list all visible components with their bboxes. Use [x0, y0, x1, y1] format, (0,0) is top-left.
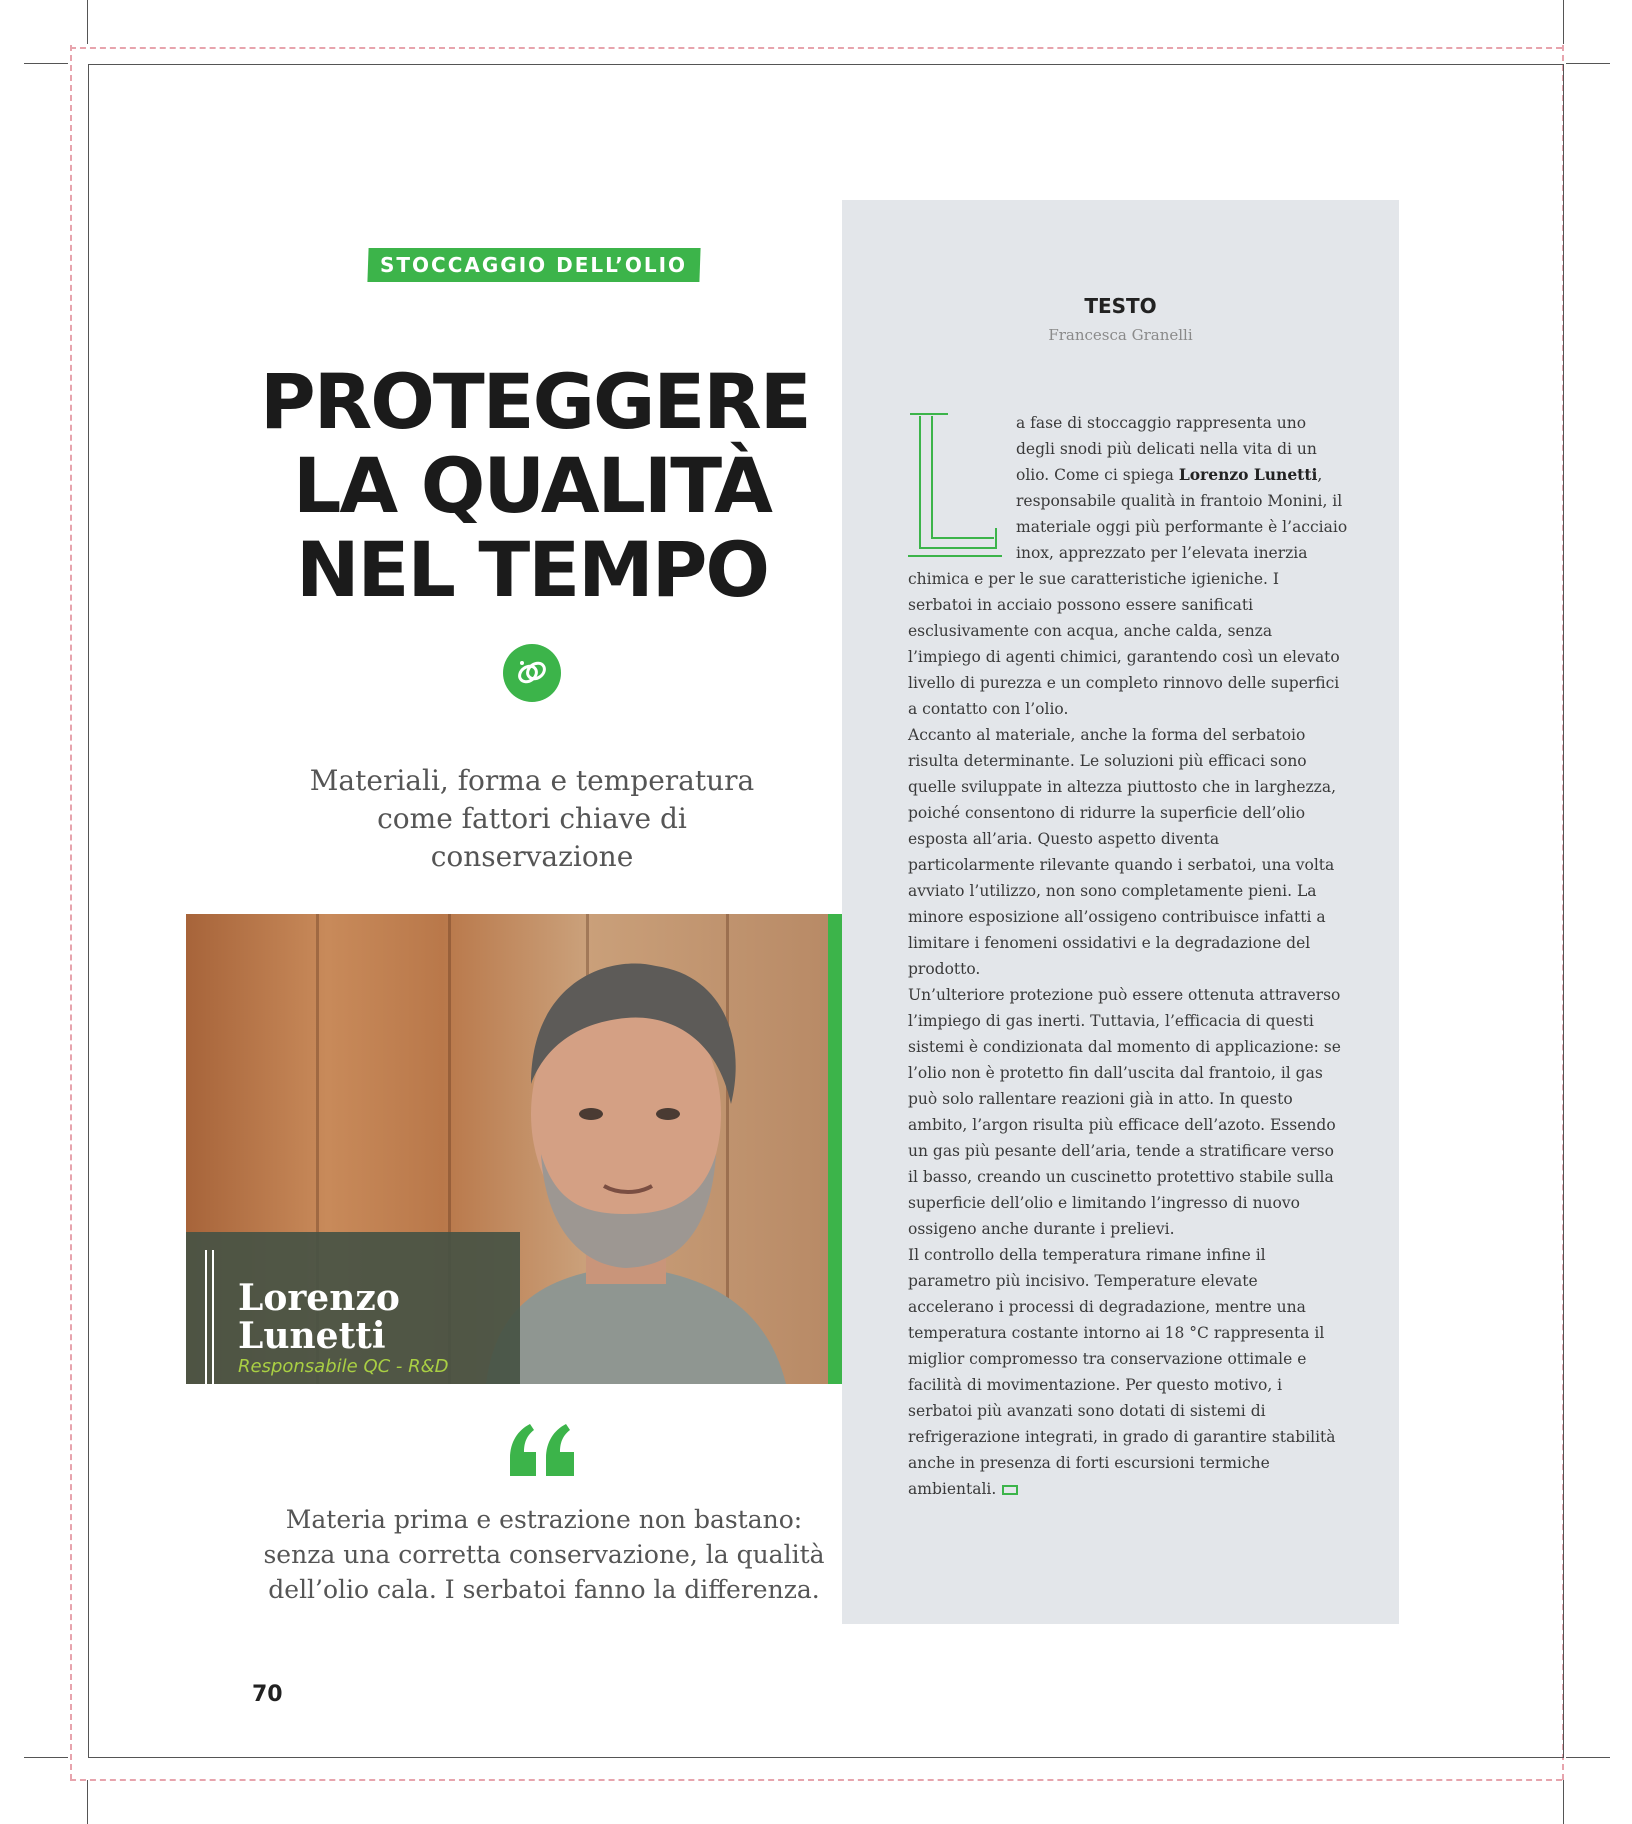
crop-mark: [1566, 1757, 1610, 1758]
article-paragraph-3: Un’ulteriore protezione può essere ottenuta attraverso l’impiego di gas inerti. Tuttavia, l’efficacia di questi sistemi è condizionata dal momento di applicazione: se l’olio non è protetto fin dall’uscita dal frantoio, il gas può solo rallentare reazioni già in atto. In questo ambito, l’argon risulta più efficace dell’azoto. Essendo un gas più pesante dell’aria, tende a stratificare verso il basso, creando un cuscinetto protettivo stabile sulla superficie dell’olio e limitando l’ingresso di nuovo ossigeno anche durante i prelievi.: [908, 986, 1341, 1238]
crop-mark: [87, 0, 88, 44]
bleed-line-top: [70, 47, 1562, 49]
name-caption: [186, 1232, 520, 1384]
article-paragraph-2: Accanto al materiale, anche la forma del serbatoio risulta determinante. Le soluzioni più efficaci sono quelle sviluppate in altezza piuttosto che in larghezza, poiché consentono di ridurre la superficie dell’olio esposta all’aria. Questo aspetto diventa particolarmente rilevante quando i serbatoi, una volta avviato l’utilizzo, non sono completamente pieni. La minore esposizione all’ossigeno contribuisce infatti a limitare i fenomeni ossidativi e la degradazione del prodotto.: [908, 726, 1336, 978]
person-last-name: Lunetti: [238, 1315, 386, 1357]
article-body: [908, 410, 1348, 1502]
section-tag-label: STOCCAGGIO DELL’OLIO: [380, 253, 688, 277]
section-tag: [367, 248, 700, 282]
crop-mark: [1563, 0, 1564, 44]
crop-mark: [24, 63, 68, 64]
article-p1-name: Lorenzo Lunetti: [1178, 465, 1318, 484]
headline-line-1: PROTEGGERE: [260, 357, 810, 446]
quote-mark-icon: [506, 1424, 578, 1476]
article-paragraph-4: [908, 1242, 1348, 1502]
headline-line-3: NEL TEMPO: [295, 525, 769, 614]
article-p1-intro: a fase di stoccaggio rappresenta uno degli snodi più delicati nella vita di un olio. Come ci spiega: [1016, 414, 1317, 484]
chain-link-badge: [503, 644, 561, 702]
crop-mark: [87, 1780, 88, 1824]
bleed-line-left: [70, 45, 72, 1780]
page-number: 70: [252, 1682, 283, 1707]
chain-link-icon: [513, 654, 551, 692]
end-square-icon: [1002, 1485, 1018, 1495]
crop-mark: [1566, 63, 1610, 64]
pull-quote: Materia prima e estrazione non bastano: senza una corretta conservazione, la qualità dell’olio cala. I serbatoi fanno la differenza.: [263, 1505, 825, 1604]
headline: [260, 357, 810, 614]
article-p1-rest: , responsabile qualità in frantoio Monini, il materiale oggi più performante è l’acciaio inox, apprezzato per l’elevata inerzia chimica e per le sue caratteristiche igieniche. I serbatoi in acciaio possono essere sanificati esclusivamente con acqua, anche calda, senza l’impiego di agenti chimici, garantendo così un elevato livello di purezza e un completo rinnovo delle superfici a contatto con l’olio.: [908, 466, 1348, 718]
credit-author: Francesca Granelli: [1048, 326, 1193, 344]
bleed-line-bottom: [70, 1779, 1562, 1781]
article-p4-text: Il controllo della temperatura rimane infine il parametro più incisivo. Temperature elevate accelerano i processi di degradazione, mentre una temperatura costante intorno ai 18 °C rappresenta il miglior compromesso tra conservazione ottimale e facilità di movimentazione. Per questo motivo, i serbatoi più avanzati sono dotati di sistemi di refrigerazione integrati, in grado di garantire stabilità anche in presenza di forti escursioni termiche ambientali.: [908, 1246, 1336, 1498]
headline-line-2: LA QUALITÀ: [293, 441, 771, 530]
crop-mark: [24, 1757, 68, 1758]
person-role: Responsabile QC - R&D: [238, 1356, 449, 1377]
credit-label: TESTO: [1084, 294, 1157, 318]
subtitle: Materiali, forma e temperatura come fattori chiave di conservazione: [309, 764, 755, 873]
person-first-name: Lorenzo: [238, 1277, 400, 1319]
crop-mark: [1563, 1780, 1564, 1824]
